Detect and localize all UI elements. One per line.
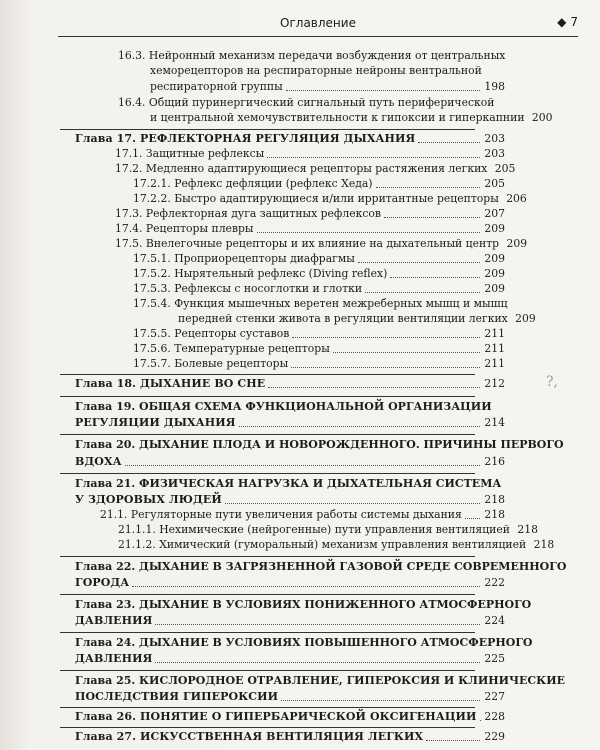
toc-section-16-3[interactable] [150, 80, 505, 94]
toc-page: 205 [484, 177, 505, 190]
toc-label: 17.5.7. Болевые рецепторы [133, 357, 289, 370]
dot-leader [155, 623, 480, 625]
toc-section-17-5-2[interactable] [133, 267, 505, 281]
toc-section-21-1-1[interactable] [118, 523, 538, 537]
toc-label: 17.5.3. Рефлексы с носоглотки и глотки [133, 282, 363, 295]
toc-page: 211 [484, 342, 505, 355]
dot-leader [390, 276, 480, 278]
dot-leader [426, 739, 480, 741]
toc-label: Глава 27. ИСКУССТВЕННАЯ ВЕНТИЛЯЦИЯ ЛЕГКИХ [75, 730, 424, 743]
toc-chapter-20-line1: Глава 20. ДЫХАНИЕ ПЛОДА И НОВОРОЖДЕННОГО. ПРИЧИНЫ ПЕРВОГО [75, 438, 564, 451]
dot-leader [358, 261, 480, 263]
chapter-divider [60, 707, 475, 708]
toc-label: и центральной хемочувствительности к гипоксии и гиперкапнии [150, 111, 525, 124]
toc-label: ВДОХА [75, 455, 122, 468]
toc-chapter-23-line1: Глава 23. ДЫХАНИЕ В УСЛОВИЯХ ПОНИЖЕННОГО АТМОСФЕРНОГО [75, 598, 532, 611]
toc-page: 209 [484, 252, 505, 265]
dot-leader [465, 517, 480, 519]
toc-section-17-4[interactable] [115, 222, 505, 236]
chapter-divider [60, 556, 475, 557]
toc-label: 17.5.5. Рецепторы суставов [133, 327, 290, 340]
toc-page: 224 [484, 614, 505, 627]
toc-page: 227 [484, 690, 505, 703]
toc-label: 17.2.1. Рефлекс дефляции (рефлекс Хеда) [133, 177, 373, 190]
chapter-divider [60, 727, 475, 728]
toc-label: 17.2. Медленно адаптирующиеся рецепторы растяжения легких [115, 162, 488, 175]
toc-section-17-5-4-line1: 17.5.4. Функция мышечных веретен межреберных мышц и мышц [133, 297, 508, 310]
chapter-divider [60, 396, 475, 397]
toc-chapter-23[interactable] [75, 614, 505, 628]
toc-section-17-5-3[interactable] [133, 282, 505, 296]
dot-leader [286, 89, 480, 91]
toc-section-21-1-2[interactable] [118, 538, 555, 552]
running-head [58, 14, 578, 37]
toc-page: 228 [484, 710, 505, 723]
toc-page: 225 [484, 652, 505, 665]
toc-label: ГОРОДА [75, 576, 130, 589]
dot-leader [365, 291, 480, 293]
toc-section-21-1[interactable] [100, 508, 505, 522]
toc-page: 218 [484, 508, 505, 521]
toc-label: 21.1.1. Нехимические (нейрогенные) пути управления вентиляцией [118, 523, 510, 536]
toc-chapter-21[interactable] [75, 493, 505, 507]
toc-section-17-5[interactable] [115, 237, 528, 251]
dot-leader [333, 351, 480, 353]
toc-page: 209 [484, 222, 505, 235]
toc-section-16-4[interactable] [150, 111, 553, 125]
dot-leader [291, 366, 480, 368]
toc-page: 222 [484, 576, 505, 589]
toc-page: 209 [515, 312, 536, 325]
toc-label: 17.5.6. Температурные рецепторы [133, 342, 330, 355]
toc-chapter-21-line1: Глава 21. ФИЗИЧЕСКАЯ НАГРУЗКА И ДЫХАТЕЛЬНАЯ СИСТЕМА [75, 477, 502, 490]
toc-chapter-25[interactable] [75, 690, 505, 704]
toc-section-17-2-2[interactable] [133, 192, 527, 206]
toc-chapter-19[interactable] [75, 416, 505, 430]
toc-page: 207 [484, 207, 505, 220]
toc-label: Глава 26. ПОНЯТИЕ О ГИПЕРБАРИЧЕСКОЙ ОКСИГЕНАЦИИ [75, 710, 477, 723]
chapter-divider [60, 374, 475, 375]
toc-section-17-5-4[interactable] [178, 312, 536, 326]
toc-label: Глава 17. РЕФЛЕКТОРНАЯ РЕГУЛЯЦИЯ ДЫХАНИЯ [75, 132, 416, 145]
dot-leader [268, 386, 480, 388]
toc-section-17-5-5[interactable] [133, 327, 505, 341]
toc-section-17-2[interactable] [115, 162, 516, 176]
dot-leader [132, 585, 480, 587]
toc-section-17-5-7[interactable] [133, 357, 505, 371]
dot-leader [225, 502, 480, 504]
chapter-divider [60, 632, 475, 633]
toc-label: 17.4. Рецепторы плевры [115, 222, 254, 235]
toc-section-16-4-line1: 16.4. Общий пуринергический сигнальный путь периферической [118, 96, 495, 109]
toc-page: 211 [484, 327, 505, 340]
toc-chapter-24-line1: Глава 24. ДЫХАНИЕ В УСЛОВИЯХ ПОВЫШЕННОГО АТМОСФЕРНОГО [75, 636, 533, 649]
toc-section-17-1[interactable] [115, 147, 505, 161]
toc-page: 229 [484, 730, 505, 743]
toc-page: 198 [484, 80, 505, 93]
toc-label: 17.3. Рефлекторная дуга защитных рефлексов [115, 207, 382, 220]
dot-leader [267, 156, 480, 158]
chapter-divider [60, 594, 475, 595]
toc-label: респираторной группы [150, 80, 283, 93]
toc-label: 17.2.2. Быстро адаптирующиеся и/или ирритантные рецепторы [133, 192, 499, 205]
toc-page: 206 [506, 192, 527, 205]
toc-page: 203 [484, 147, 505, 160]
toc-chapter-22-line1: Глава 22. ДЫХАНИЕ В ЗАГРЯЗНЕННОЙ ГАЗОВОЙ СРЕДЕ СОВРЕМЕННОГО [75, 560, 567, 573]
dot-leader [239, 425, 480, 427]
toc-chapter-27[interactable] [75, 730, 505, 744]
chapter-divider [60, 670, 475, 671]
toc-label: ДАВЛЕНИЯ [75, 652, 153, 665]
toc-label: 17.5.2. Нырятельный рефлекс (Diving reflex) [133, 267, 388, 280]
dot-leader [376, 186, 480, 188]
toc-chapter-20[interactable] [75, 455, 505, 469]
toc-section-17-5-6[interactable] [133, 342, 505, 356]
toc-label: 17.5. Внелегочные рецепторы и их влияние на дыхательный центр [115, 237, 500, 250]
toc-page: 216 [484, 455, 505, 468]
toc-chapter-18[interactable] [75, 377, 505, 391]
toc-page: 205 [494, 162, 516, 175]
toc-section-17-2-1[interactable] [133, 177, 505, 191]
toc-chapter-25-line1: Глава 25. КИСЛОРОДНОЕ ОТРАВЛЕНИЕ, ГИПЕРОКСИЯ И КЛИНИЧЕСКИЕ [75, 674, 565, 687]
toc-label: У ЗДОРОВЫХ ЛЮДЕЙ [75, 493, 222, 506]
toc-section-16-3-line2: хеморецепторов на респираторные нейроны вентральной [150, 64, 482, 77]
toc-page: 212 [484, 377, 505, 390]
toc-label: 21.1.2. Химический (гуморальный) механизм управления вентиляцией [118, 538, 527, 551]
toc-page: 209 [484, 267, 505, 280]
page-number-value: 7 [570, 15, 578, 29]
toc-label: передней стенки живота в регуляции вентиляции легких [178, 312, 508, 325]
dot-leader [281, 699, 480, 701]
toc-label: ДАВЛЕНИЯ [75, 614, 153, 627]
toc-section-17-5-1[interactable] [133, 252, 505, 266]
dot-leader [125, 464, 480, 466]
toc-page: 218 [484, 493, 505, 506]
dot-leader [384, 216, 480, 218]
toc-page: 209 [484, 282, 505, 295]
dot-leader [418, 141, 480, 143]
running-head-title: Оглавление [280, 16, 356, 30]
toc-label: 21.1. Регуляторные пути увеличения работы системы дыхания [100, 508, 462, 521]
dot-leader [155, 661, 480, 663]
toc-section-16-3-line1: 16.3. Нейронный механизм передачи возбуждения от центральных [118, 49, 506, 62]
toc-label: 17.1. Защитные рефлексы [115, 147, 265, 160]
toc-label: 17.5.1. Проприорецепторы диафрагмы [133, 252, 355, 265]
chapter-divider [60, 473, 475, 474]
toc-label: РЕГУЛЯЦИИ ДЫХАНИЯ [75, 416, 236, 429]
toc-page: 209 [506, 237, 528, 250]
toc-chapter-24[interactable] [75, 652, 505, 666]
chapter-divider [60, 434, 475, 435]
page-number [557, 15, 578, 29]
toc-page: 218 [533, 538, 555, 551]
chapter-divider [60, 129, 475, 130]
toc-label: ПОСЛЕДСТВИЯ ГИПЕРОКСИИ [75, 690, 279, 703]
dot-leader [257, 231, 480, 233]
toc-chapter-22[interactable] [75, 576, 505, 590]
margin-pencil-mark: ?, [546, 374, 558, 390]
diamond-ornament-icon: ◆ [557, 15, 567, 29]
toc-chapter-17[interactable] [75, 132, 505, 146]
toc-section-17-3[interactable] [115, 207, 505, 221]
dot-leader [292, 336, 480, 338]
toc-page: 218 [517, 523, 538, 536]
toc-chapter-26[interactable] [75, 710, 505, 724]
toc-page: 200 [531, 111, 553, 124]
toc-page: 211 [484, 357, 505, 370]
toc-label: Глава 18. ДЫХАНИЕ ВО СНЕ [75, 377, 266, 390]
toc-chapter-19-line1: Глава 19. ОБЩАЯ СХЕМА ФУНКЦИОНАЛЬНОЙ ОРГАНИЗАЦИИ [75, 400, 492, 413]
toc-page: 214 [484, 416, 505, 429]
toc-page: 203 [484, 132, 505, 145]
